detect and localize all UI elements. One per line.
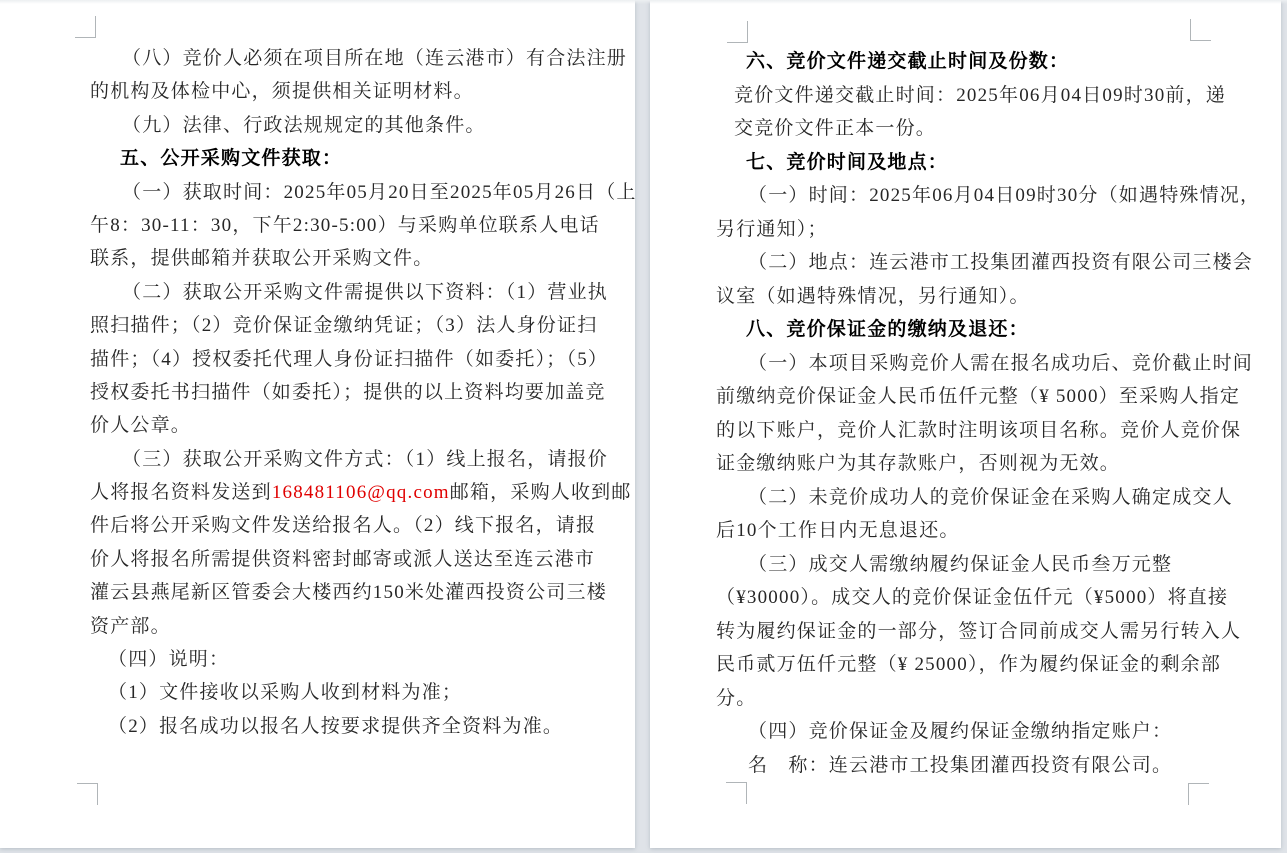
page-text-block	[716, 45, 1276, 782]
text-line: （2）报名成功以报名人按要求提供齐全资料为准。	[108, 715, 564, 737]
text-line: （一）获取时间：2025年05月20日至2025年05月26日（上	[122, 181, 637, 203]
text-line: （九）法律、行政法规规定的其他条件。	[122, 114, 486, 136]
crop-mark-bottom-left-icon	[726, 782, 747, 804]
text-line: 交竞价文件正本一份。	[734, 118, 937, 139]
page-text-block	[90, 42, 637, 743]
text-line: 民币贰万伍仟元整（¥ 25000），作为履约保证金的剩余部	[716, 654, 1222, 675]
text-line: 价人将报名所需提供资料密封邮寄或派人送达至连云港市	[90, 548, 596, 570]
email-address: 168481106@qq.com	[271, 482, 450, 504]
text-line: 转为履约保证金的一部分，签订合同前成交人需另行转入人	[716, 620, 1242, 642]
text-line: （二）未竞价成功人的竞价保证金在采购人确定成交人	[748, 486, 1233, 508]
text-line: 分。	[716, 687, 757, 709]
text-line: 后10个工作日内无息退还。	[716, 520, 960, 541]
text-line: 竞价文件递交截止时间：2025年06月04日09时30前，递	[734, 84, 1227, 106]
text-line: （八）竞价人必须在项目所在地（连云港市）有合法注册	[122, 48, 628, 69]
text-line: （三）获取公开采购文件方式：（1）线上报名，请报价	[122, 448, 609, 470]
text-line: 的机构及体检中心，须提供相关证明材料。	[90, 81, 474, 103]
text-line: （一）本项目采购竞价人需在报名成功后、竞价截止时间	[748, 352, 1254, 374]
text-line: （四）竞价保证金及履约保证金缴纳指定账户：	[748, 721, 1173, 742]
crop-mark-bottom-left-icon	[77, 783, 98, 805]
text-line: 议室（如遇特殊情况，另行通知）。	[716, 285, 1030, 307]
crop-mark-bottom-right-icon	[1188, 783, 1209, 805]
text-line: 联系，提供邮箱并获取公开采购文件。	[90, 248, 434, 270]
text-line: 描件；（4）授权委托代理人身份证扫描件（如委托）；（5）	[90, 348, 609, 370]
text-line: （二）地点：连云港市工投集团灌西投资有限公司三楼会	[748, 252, 1254, 273]
text-line: 灌云县燕尾新区管委会大楼西约150米处灌西投资公司三楼	[90, 582, 607, 604]
text-line: 授权委托书扫描件（如委托）；提供的以上资料均要加盖竞	[90, 381, 606, 403]
text-line: （¥30000）。成交人的竞价保证金伍仟元（¥5000）将直接	[716, 587, 1229, 608]
heading-line: 六、竞价文件递交截止时间及份数：	[746, 51, 1070, 72]
text-line: （三）成交人需缴纳履约保证金人民币叁万元整	[748, 553, 1173, 575]
text-line: 价人公章。	[90, 415, 192, 437]
text-line: 另行通知）；	[716, 218, 828, 240]
text-line: （1）文件接收以采购人收到材料为准；	[108, 682, 463, 704]
text-line: 资产部。	[90, 615, 171, 637]
text-line: 件后将公开采购文件发送给报名人。（2）线下报名，请报	[90, 515, 597, 537]
heading-line: 五、公开采购文件获取：	[120, 148, 343, 170]
heading-line: 八、竞价保证金的缴纳及退还：	[746, 319, 1029, 340]
text-line: （四）说明：	[108, 649, 230, 671]
text-line: 证金缴纳账户为其存款账户，否则视为无效。	[716, 453, 1121, 474]
heading-line: 七、竞价时间及地点：	[746, 151, 949, 173]
text-line	[90, 476, 630, 509]
text-line: 午8：30-11：30，下午2:30-5:00）与采购单位联系人电话	[90, 214, 600, 236]
crop-mark-top-left-icon	[75, 16, 96, 38]
crop-mark-top-left-icon	[727, 21, 748, 43]
crop-mark-top-right-icon	[1190, 19, 1211, 41]
text-line: 的以下账户，竞价人汇款时注明该项目名称。竞价人竞价保	[716, 419, 1242, 441]
document-page-left	[0, 0, 635, 848]
text-line: 名 称：连云港市工投集团灌西投资有限公司。	[748, 754, 1173, 776]
text-run: 人将报名资料发送到	[90, 482, 272, 504]
text-line: 照扫描件；（2）竞价保证金缴纳凭证；（3）法人身份证扫	[90, 315, 598, 337]
document-page-right	[650, 0, 1281, 848]
text-line: （二）获取公开采购文件需提供以下资料：（1）营业执	[122, 281, 609, 303]
text-line: （一）时间：2025年06月04日09时30分（如遇特殊情况，	[748, 185, 1261, 206]
text-run: 邮箱，采购人收到邮	[449, 482, 632, 504]
text-line: 前缴纳竞价保证金人民币伍仟元整（¥ 5000）至采购人指定	[716, 386, 1241, 407]
